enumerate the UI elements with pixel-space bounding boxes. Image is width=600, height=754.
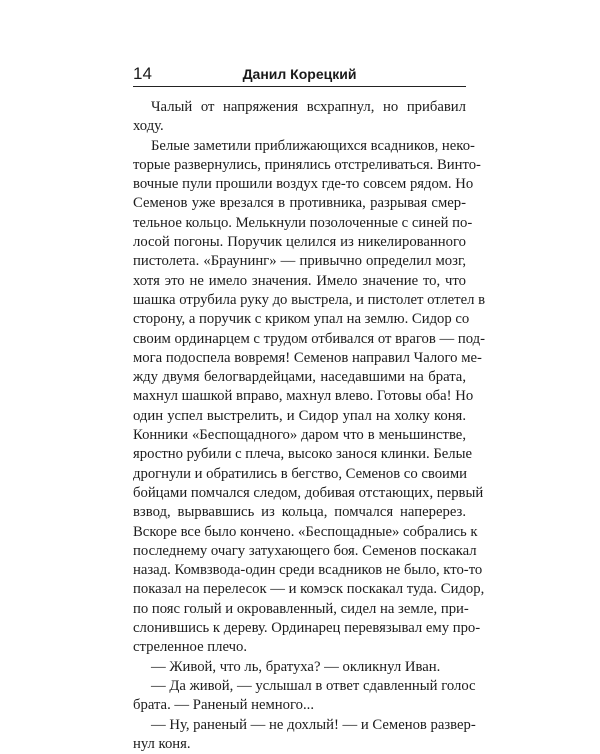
text-line: сторону, а поручик с криком упал на землю. Сидор со: [133, 311, 470, 328]
text-line: — Живой, что ль, братуха? — окликнул Иван.: [151, 658, 441, 675]
text-line: шашка отрубила руку до выстрела, и пистолет отлетел в: [133, 291, 486, 308]
text-line: жду двумя белогвардейцами, наседавшими на брата,: [133, 369, 466, 386]
text-line: взвод, вырвавшись из кольца, помчался наперерез.: [133, 504, 466, 521]
text-line: ходу.: [133, 118, 164, 135]
text-line: пистолета. «Браунинг» — привычно определил мозг,: [133, 253, 466, 270]
text-line: тельное кольцо. Мелькнули позолоченные с синей по-: [133, 214, 473, 231]
text-line: хотя это не имело значения. Имело значение то, что: [133, 272, 466, 289]
text-line: Белые заметили приближающихся всадников, неко-: [151, 137, 475, 154]
text-line: показал на перелесок — и комэск поскакал туда. Сидор,: [133, 581, 485, 598]
text-line: по пояс голый и окровавленный, сидел на земле, при-: [133, 600, 469, 617]
text-line: дрогнули и обратились в бегство, Семенов со своими: [133, 465, 468, 482]
running-header: [133, 64, 466, 87]
text-line: Вскоре все было кончено. «Беспощадные» собрались к: [133, 523, 478, 540]
text-line: бойцами помчался следом, добивая отстающих, первый: [133, 484, 484, 501]
text-line: вочные пули прошили воздух где-то совсем рядом. Но: [133, 176, 474, 193]
text-line: мога подоспела вовремя! Семенов направил Чалого ме-: [133, 349, 482, 366]
text-line: — Ну, раненый — не дохлый! — и Семенов развер-: [151, 716, 476, 733]
page-number: 14: [133, 64, 152, 83]
text-line: один успел выстрелить, и Сидор упал на холку коня.: [133, 407, 466, 424]
text-line: Конники «Беспощадного» даром что в меньшинстве,: [133, 427, 466, 444]
text-line: лосой погоны. Поручик целился из никелированного: [133, 234, 466, 251]
text-line: стреленное плечо.: [133, 639, 248, 656]
body-text: [133, 98, 486, 754]
text-line: брата. — Раненый немного...: [133, 697, 314, 714]
text-line: Чалый от напряжения всхрапнул, но прибавил: [151, 99, 466, 115]
text-line: нул коня.: [133, 735, 191, 752]
text-line: торые развернулись, принялись отстреливаться. Винто-: [133, 156, 481, 173]
text-line: яростно рубили с плеча, высоко занося клинки. Белые: [133, 446, 473, 463]
text-line: последнему очагу затухающего боя. Семенов поскакал: [133, 542, 477, 559]
text-line: слонившись к дереву. Ординарец перевязывал ему про-: [133, 620, 481, 637]
text-line: — Да живой, — услышал в ответ сдавленный голос: [151, 677, 476, 694]
text-line: Семенов уже врезался в противника, разрывая смер-: [133, 195, 466, 212]
author-name: Данил Корецкий: [242, 66, 357, 82]
text-line: махнул шашкой вправо, махнул влево. Готовы оба! Но: [133, 388, 474, 405]
text-line: назад. Комвзвода-один среди всадников не было, кто-то: [133, 562, 483, 579]
text-line: своим ординарцем с трудом отбивался от врагов — под-: [133, 330, 485, 347]
